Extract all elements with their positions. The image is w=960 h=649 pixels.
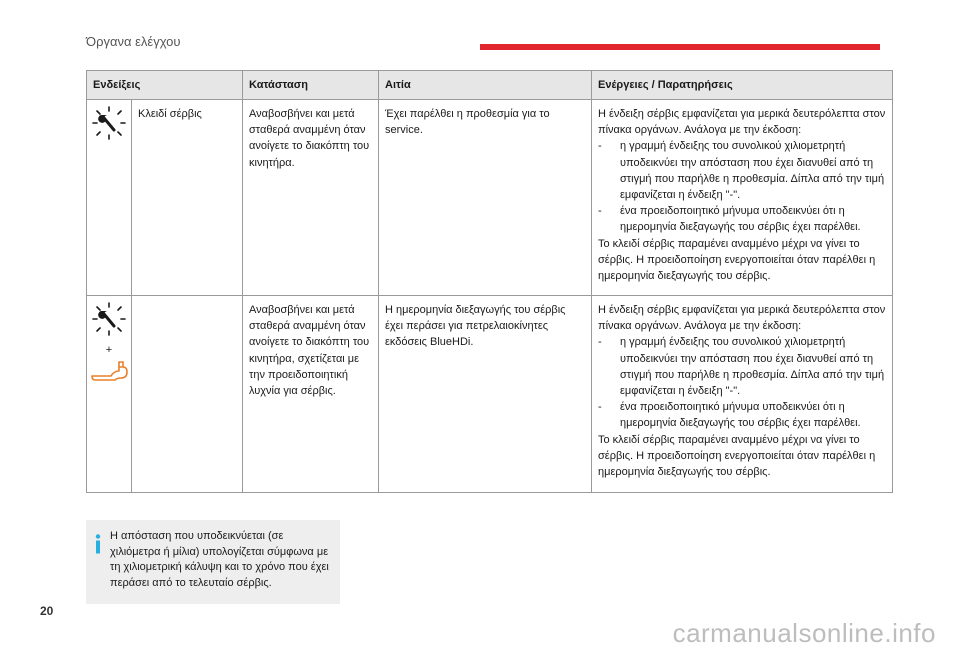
actions-outro: Το κλειδί σέρβις παραμένει αναμμένο μέχρι να γίνει το σέρβις. Η προειδοποίηση ενεργοποιείται όταν παρέλθει η ημερομηνία διεξαγωγής του σέρβις. — [598, 433, 876, 479]
service-spanner-icon — [92, 106, 126, 140]
header-accent-bar — [480, 44, 880, 50]
table-row — [87, 100, 893, 296]
indicator-label — [132, 296, 243, 493]
column-header-state: Κατάσταση — [243, 71, 379, 100]
plus-sign: + — [105, 344, 113, 357]
info-note-text: Η απόσταση που υποδεικνύεται (σε χιλιόμετρα ή μίλια) υπολογίζεται σύμφωνα με τη χιλιομετρική κάλυψη και το χρόνο που έχει περάσει από το τελευταίο σέρβις. — [110, 530, 329, 589]
watermark: carmanualsonline.info — [672, 618, 936, 648]
actions-intro: Η ένδειξη σέρβις εμφανίζεται για μερικά δευτερόλεπτα στον πίνακα οργάνων. Ανάλογα με την έκδοση: — [598, 108, 886, 137]
info-note — [86, 520, 340, 604]
list-item-text: η γραμμή ένδειξης του συνολικού χιλιομετρητή υποδεικνύει την απόσταση που έχει διανυθεί από τη στιγμή που παρήλθε η προθεσμία. Δίπλα από την τιμή εμφανίζεται η ένδειξη "-". — [620, 336, 885, 398]
indicator-state: Αναβοσβήνει και μετά σταθερά αναμμένη όταν ανοίγετε το διακόπτη του κινητήρα, σχετίζεται με την προειδοποιητική λυχνία για σέρβις. — [243, 296, 379, 493]
list-item: - η γραμμή ένδειξης του συνολικού χιλιομετρητή υποδεικνύει την απόσταση που έχει διανυθεί από τη στιγμή που παρήλθε η προθεσμία. Δίπλα από την τιμή εμφανίζεται η ένδειξη "-". — [598, 140, 885, 202]
list-item: - ένα προειδοποιητικό μήνυμα υποδεικνύει ότι η ημερομηνία διεξαγωγής του σέρβις έχει παρέλθει. — [598, 205, 861, 234]
column-header-cause: Αιτία — [379, 71, 592, 100]
list-item-text: ένα προειδοποιητικό μήνυμα υποδεικνύει ότι η ημερομηνία διεξαγωγής του σέρβις έχει παρέλθει. — [620, 401, 861, 430]
actions-intro: Η ένδειξη σέρβις εμφανίζεται για μερικά δευτερόλεπτα στον πίνακα οργάνων. Ανάλογα με την έκδοση: — [598, 304, 886, 333]
indicator-icon-cell — [87, 100, 132, 296]
column-header-actions: Ενέργειες / Παρατηρήσεις — [592, 71, 893, 100]
page-number: 20 — [40, 604, 54, 618]
indicator-cause: Η ημερομηνία διεξαγωγής του σέρβις έχει περάσει για πετρελαιοκίνητες εκδόσεις BlueHDi. — [379, 296, 592, 493]
indicator-label: Κλειδί σέρβις — [132, 100, 243, 296]
actions-list — [598, 334, 886, 431]
wrench-warning-icon — [89, 359, 129, 381]
indicator-cause: Έχει παρέλθει η προθεσμία για το service. — [379, 100, 592, 296]
table-header-row — [87, 71, 893, 100]
list-item: - ένα προειδοποιητικό μήνυμα υποδεικνύει ότι η ημερομηνία διεξαγωγής του σέρβις έχει παρέλθει. — [598, 401, 861, 430]
indicator-icon-cell — [87, 296, 132, 493]
column-header-indications: Ενδείξεις — [87, 71, 243, 100]
info-icon — [94, 534, 102, 554]
list-item-text: ένα προειδοποιητικό μήνυμα υποδεικνύει ότι η ημερομηνία διεξαγωγής του σέρβις έχει παρέλθει. — [620, 205, 861, 234]
indicator-actions — [592, 100, 893, 296]
list-item: - η γραμμή ένδειξης του συνολικού χιλιομετρητή υποδεικνύει την απόσταση που έχει διανυθεί από τη στιγμή που παρήλθε η προθεσμία. Δίπλα από την τιμή εμφανίζεται η ένδειξη "-". — [598, 336, 885, 398]
actions-outro: Το κλειδί σέρβις παραμένει αναμμένο μέχρι να γίνει το σέρβις. Η προειδοποίηση ενεργοποιείται όταν παρέλθει η ημερομηνία διεξαγωγής του σέρβις. — [598, 237, 876, 283]
section-title: Όργανα ελέγχου — [86, 34, 181, 49]
indicator-table — [86, 70, 893, 493]
list-item-text: η γραμμή ένδειξης του συνολικού χιλιομετρητή υποδεικνύει την απόσταση που έχει διανυθεί από τη στιγμή που παρήλθε η προθεσμία. Δίπλα από την τιμή εμφανίζεται η ένδειξη "-". — [620, 140, 885, 202]
table-row — [87, 296, 893, 493]
indicator-actions — [592, 296, 893, 493]
service-spanner-icon — [92, 302, 126, 336]
actions-list — [598, 138, 886, 235]
indicator-state: Αναβοσβήνει και μετά σταθερά αναμμένη όταν ανοίγετε το διακόπτη του κινητήρα. — [243, 100, 379, 296]
